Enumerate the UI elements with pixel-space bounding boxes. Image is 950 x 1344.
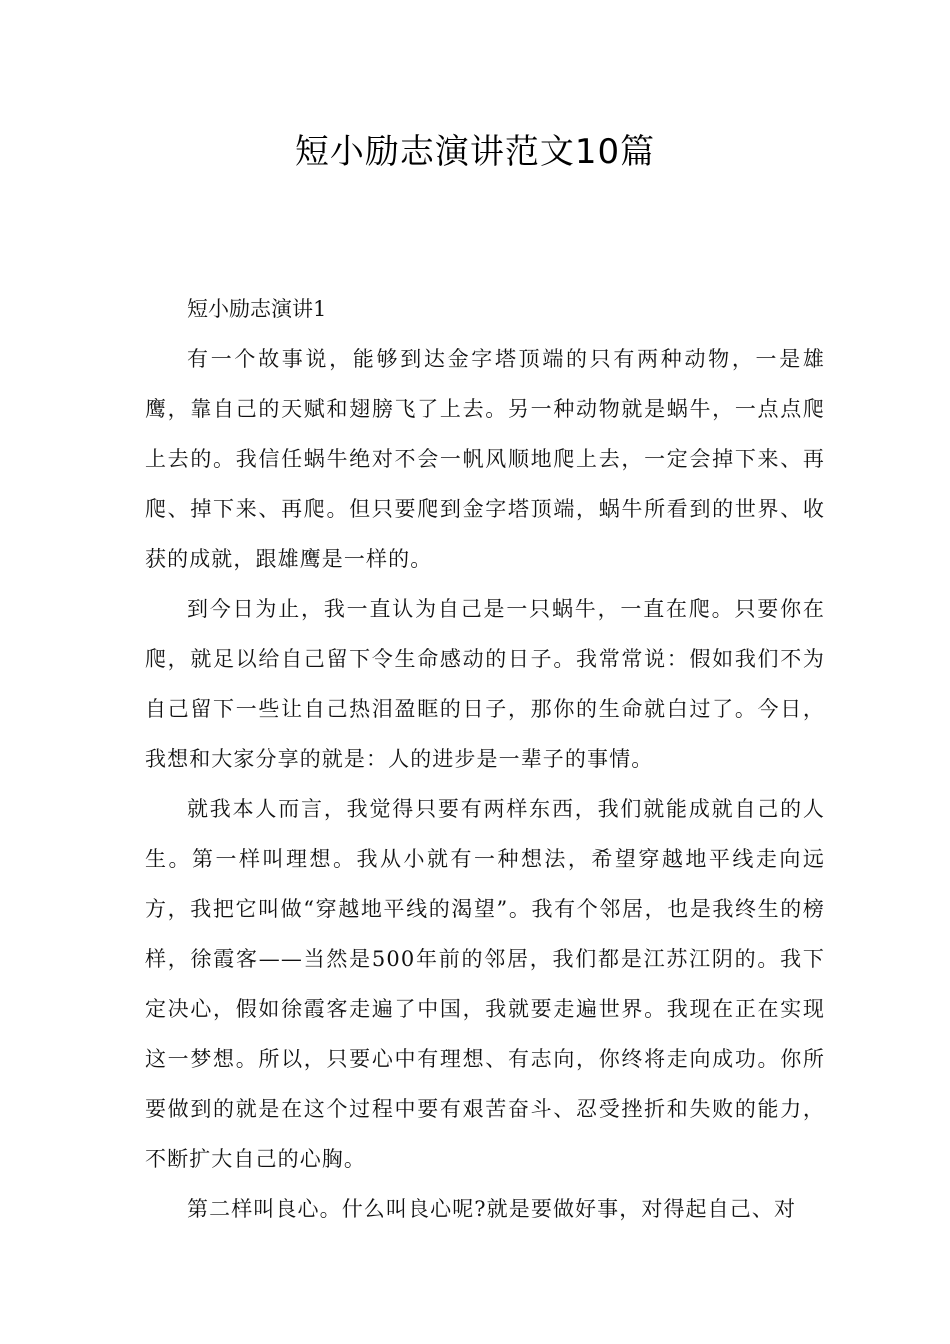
document-title: 短小励志演讲范文10篇 [294,132,656,172]
document-body [145,284,825,1234]
paragraph: 第二样叫良心。什么叫良心呢?就是要做好事，对得起自己、对 [187,1197,797,1221]
paragraph: 就我本人而言，我觉得只要有两样东西，我们就能成就自己的人生。第一样叫理想。我从小就有一种想法，希望穿越地平线走向远方，我把它叫做“穿越地平线的渴望”。我有个邻居，也是我终生的榜样，徐霞客——当然是500年前的邻居，我们都是江苏江阴的。我下定决心，假如徐霞客走遍了中国，我就要走遍世界。我现在正在实现这一梦想。所以，只要心中有理想、有志向，你终将走向成功。你所要做到的就是在这个过程中要有艰苦奋斗、忍受挫折和失败的能力，不断扩大自己的心胸。 [145,797,825,1171]
paragraph: 有一个故事说，能够到达金字塔顶端的只有两种动物，一是雄鹰，靠自己的天赋和翅膀飞了上去。另一种动物就是蜗牛，一点点爬上去的。我信任蜗牛绝对不会一帆风顺地爬上去，一定会掉下来、再爬、掉下来、再爬。但只要爬到金字塔顶端，蜗牛所看到的世界、收获的成就，跟雄鹰是一样的。 [145,347,825,571]
paragraph: 到今日为止，我一直认为自己是一只蜗牛，一直在爬。只要你在爬，就足以给自己留下令生命感动的日子。我常常说：假如我们不为自己留下一些让自己热泪盈眶的日子，那你的生命就白过了。今日，我想和大家分享的就是：人的进步是一辈子的事情。 [145,597,825,771]
section-heading: 短小励志演讲1 [187,297,327,321]
